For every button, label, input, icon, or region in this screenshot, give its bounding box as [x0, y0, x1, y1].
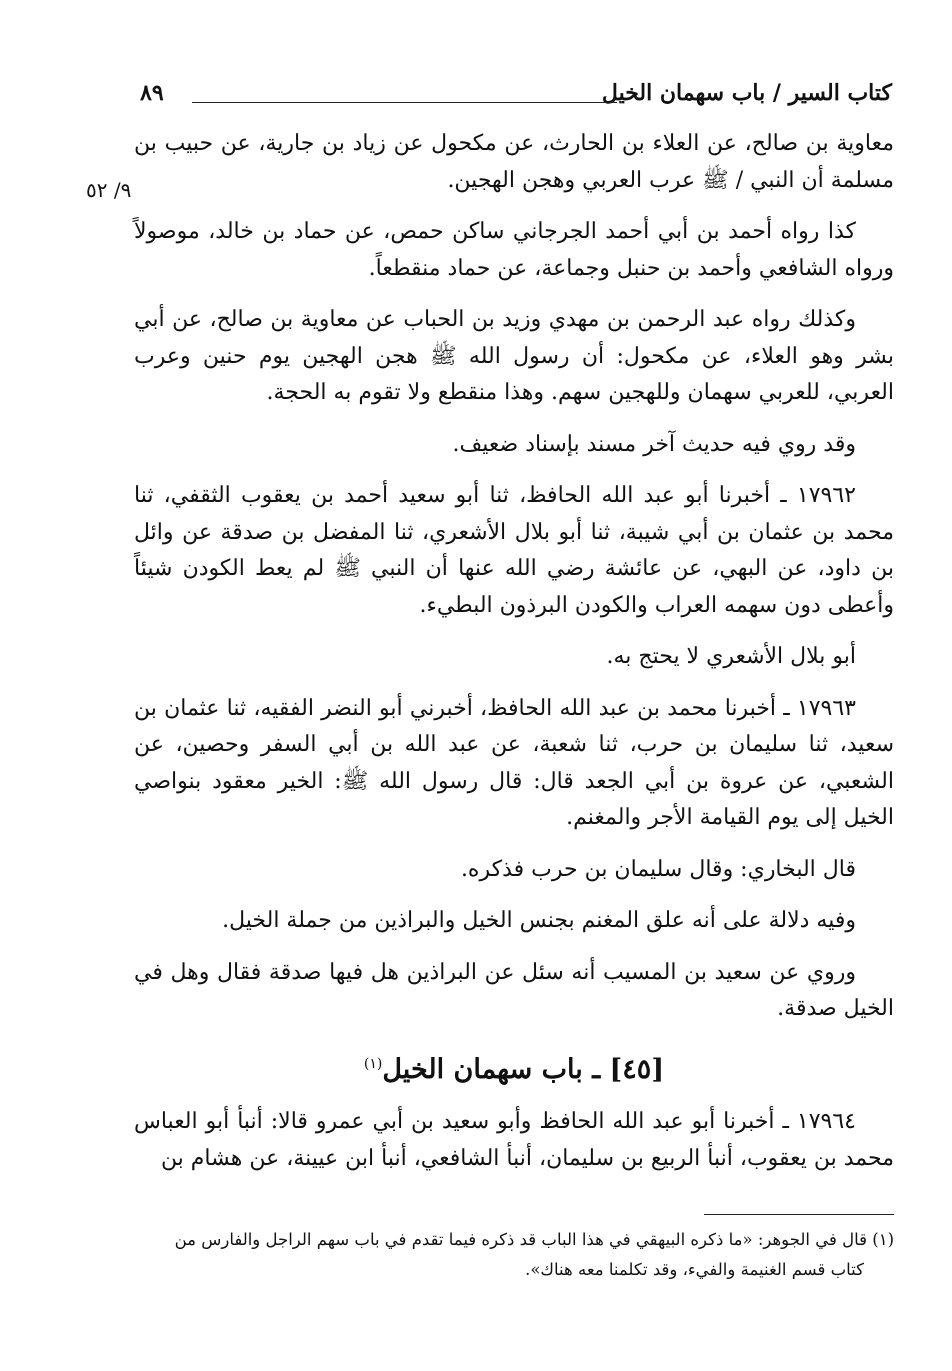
footnote-marker: (١): [363, 1055, 383, 1072]
hadith-paragraph: ١٧٩٦٣ ـ أخبرنا محمد بن عبد الله الحافظ، أخبرني أبو النضر الفقيه، ثنا عثمان بن سعيد، ثنا سليمان بن حرب، ثنا شعبة، عن عبد الله بن أبي السفر وحصين، عن الشعبي، عن عروة بن أبي الجعد قال: قال رسول الله ﷺ: الخير معقود بنواصي الخيل إلى يوم القيامة الأجر والمغنم.: [134, 695, 894, 830]
paragraph: كذا رواه أحمد بن أبي أحمد الجرجاني ساكن حمص، عن حماد بن خالد، موصولاً ورواه الشافعي وأحمد بن حنبل وجماعة، عن حماد منقطعاً.: [134, 219, 894, 281]
footnote-rule: [704, 1214, 894, 1215]
chapter-heading: [134, 1046, 894, 1089]
main-text: [134, 126, 894, 1192]
paragraph: وقد روي فيه حديث آخر مسند بإسناد ضعيف.: [452, 431, 856, 457]
hadith-paragraph: ١٧٩٦٢ ـ أخبرنا أبو عبد الله الحافظ، ثنا أبو سعيد أحمد بن يعقوب الثقفي، ثنا محمد بن عثمان بن أبي شيبة، ثنا أبو بلال الأشعري، ثنا المفضل بن صدقة عن وائل بن داود، عن البهي، عن عائشة رضي الله عنها أن النبي ﷺ لم يعط الكودن شيئاً وأعطى دون سهمه العراب والكودن البرذون البطيء.: [134, 483, 894, 618]
running-header: [140, 80, 892, 120]
paragraph: وفيه دلالة على أنه علق المغنم بجنس الخيل والبراذين من جملة الخيل.: [222, 908, 856, 933]
chapter-heading-text: [٤٥] ـ باب سهمان الخيل: [382, 1053, 665, 1085]
paragraph: وروي عن سعيد بن المسيب أنه سئل عن البراذين هل فيها صدقة فقال وهل في الخيل صدقة.: [134, 959, 894, 1021]
page-number: ٨٩: [140, 80, 164, 106]
paragraph: قال البخاري: وقال سليمان بن حرب فذكره.: [460, 856, 856, 882]
hadith-paragraph: ١٧٩٦٤ ـ أخبرنا أبو عبد الله الحافظ وأبو سعيد بن أبي عمرو قالا: أنبأ أبو العباس محمد بن يعقوب، أنبأ الربيع بن سليمان، أنبأ الشافعي، أنبأ ابن عيينة، عن هشام بن: [134, 1109, 894, 1171]
paragraph: معاوية بن صالح، عن العلاء بن الحارث، عن مكحول عن زياد بن جارية، عن حبيب بن مسلمة أن النبي / ﷺ عرب العربي وهجن الهجين.: [134, 131, 894, 193]
footnote-line: كتاب قسم الغنيمة والفيء، وقد تكلمنا معه هناك».: [525, 1260, 864, 1279]
paragraph: وكذلك رواه عبد الرحمن بن مهدي وزيد بن الحباب عن معاوية بن صالح، عن أبي بشر وهو العلاء، عن مكحول: أن رسول الله ﷺ هجن الهجين يوم حنين وعرب العربي، للعربي سهمان وللهجين سهم. وهذا منقطع ولا تقوم به الحجة.: [134, 307, 894, 405]
paragraph: أبو بلال الأشعري لا يحتج به.: [606, 644, 856, 669]
footnote-line: (١) قال في الجوهر: «ما ذكره البيهقي في هذا الباب قد ذكره فيما تقدم في باب سهم الراجل والفارس من: [174, 1230, 894, 1249]
header-rule: [192, 102, 617, 103]
header-title: كتاب السير / باب سهمان الخيل: [601, 80, 892, 106]
margin-reference: ٩/ ٥٢: [86, 178, 132, 202]
footnote: [140, 1225, 894, 1285]
